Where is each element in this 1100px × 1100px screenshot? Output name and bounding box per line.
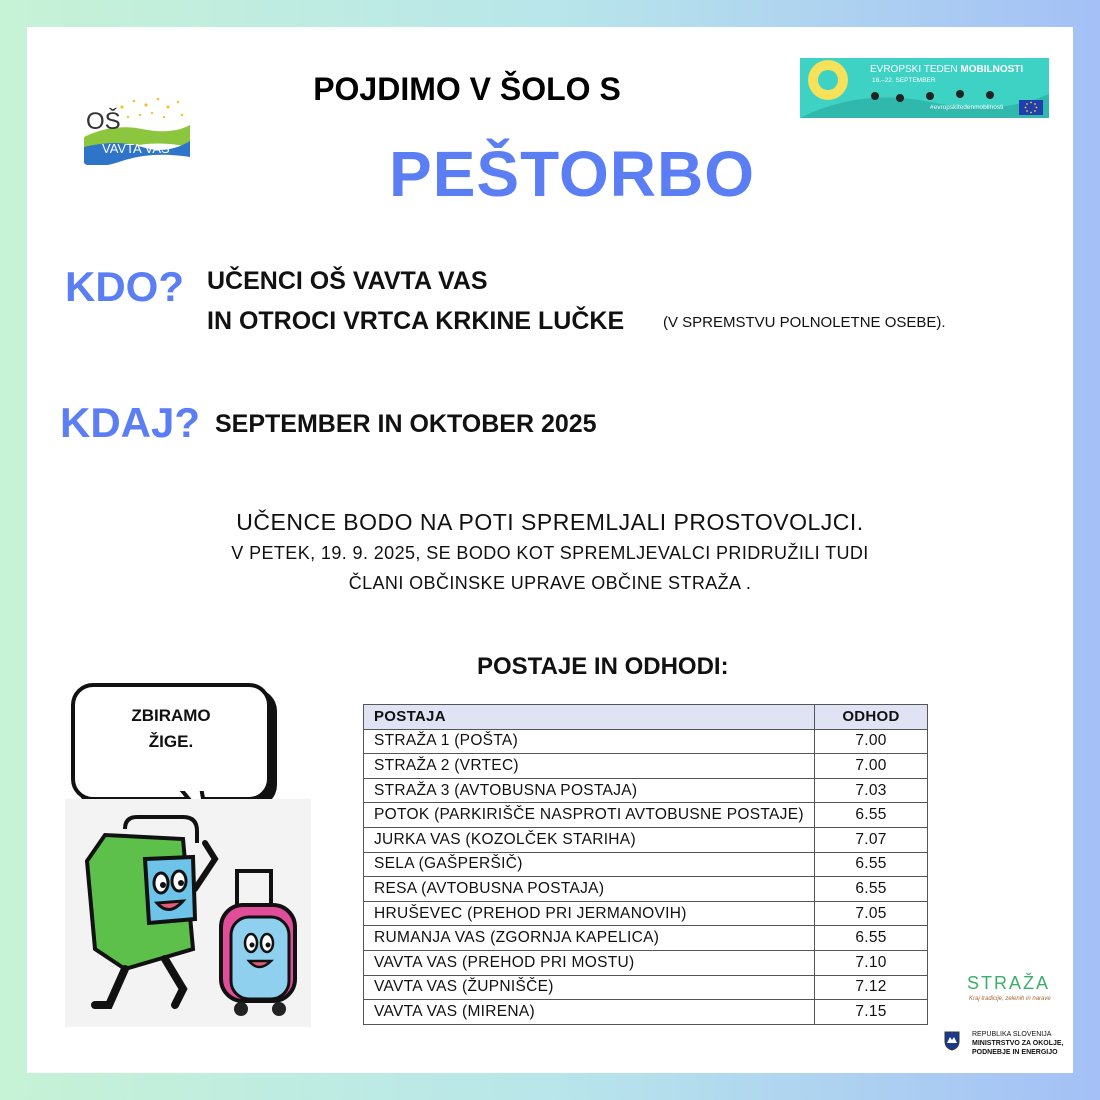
station-cell: VAVTA VAS (ŽUPNIŠČE) — [364, 975, 815, 1000]
time-cell: 6.55 — [815, 926, 928, 951]
table-row — [364, 901, 928, 926]
station-cell: RUMANJA VAS (ZGORNJA KAPELICA) — [364, 926, 815, 951]
table-row — [364, 1000, 928, 1025]
school-logo-name-text: VAVTA VAS — [102, 141, 170, 156]
table-row — [364, 877, 928, 902]
station-cell: SELA (GAŠPERŠIČ) — [364, 852, 815, 877]
station-cell: STRAŽA 2 (VRTEC) — [364, 754, 815, 779]
table-row — [364, 852, 928, 877]
schedule-title: POSTAJE IN ODHODI: — [477, 653, 729, 680]
col-station-header: POSTAJA — [364, 705, 815, 730]
time-cell: 7.00 — [815, 754, 928, 779]
ministry-line-1: REPUBLIKA SLOVENIJA — [972, 1031, 1052, 1038]
ministry-line-3: PODNEBJE IN ENERGIJO — [972, 1049, 1058, 1056]
who-note: (V SPREMSTVU POLNOLETNE OSEBE). — [663, 314, 946, 331]
who-line-2: IN OTROCI VRTCA KRKINE LUČKE — [207, 307, 625, 335]
station-cell: POTOK (PARKIRIŠČE NASPROTI AVTOBUSNE POSTAJE) — [364, 803, 815, 828]
table-row — [364, 950, 928, 975]
time-cell: 7.12 — [815, 975, 928, 1000]
table-row — [364, 926, 928, 951]
speech-bubble-line-2: ŽIGE. — [148, 732, 194, 751]
station-cell: VAVTA VAS (MIRENA) — [364, 1000, 815, 1025]
time-cell: 7.00 — [815, 729, 928, 754]
time-cell: 6.55 — [815, 852, 928, 877]
who-line-1: UČENCI OŠ VAVTA VAS — [207, 267, 488, 295]
station-cell: JURKA VAS (KOZOLČEK STARIHA) — [364, 827, 815, 852]
time-cell: 7.05 — [815, 901, 928, 926]
station-cell: RESA (AVTOBUSNA POSTAJA) — [364, 877, 815, 902]
speech-bubble-text — [75, 703, 267, 755]
table-row — [364, 754, 928, 779]
straza-slogan: Kraj tradicije, zelenih in narave — [969, 996, 1051, 1002]
station-cell: HRUŠEVEC (PREHOD PRI JERMANOVIH) — [364, 901, 815, 926]
info-line-1: UČENCE BODO NA POTI SPREMLJALI PROSTOVOLJCI. — [236, 509, 864, 535]
title-line-2: PEŠTORBO — [389, 138, 755, 210]
time-cell: 6.55 — [815, 877, 928, 902]
who-label: KDO? — [65, 263, 184, 310]
table-row — [364, 975, 928, 1000]
title-line-1: POJDIMO V ŠOLO S — [313, 71, 621, 107]
col-time-header: ODHOD — [815, 705, 928, 730]
table-row — [364, 803, 928, 828]
slovenia-coat-of-arms-icon — [944, 1031, 960, 1051]
straza-logo: STRAŽA — [967, 973, 1051, 993]
speech-bubble — [71, 683, 271, 801]
banner-dates: 16.–22. SEPTEMBER — [872, 77, 936, 84]
station-cell: STRAŽA 3 (AVTOBUSNA POSTAJA) — [364, 778, 815, 803]
poster-card — [27, 27, 1073, 1073]
time-cell: 7.15 — [815, 1000, 928, 1025]
time-cell: 6.55 — [815, 803, 928, 828]
station-cell: STRAŽA 1 (POŠTA) — [364, 729, 815, 754]
time-cell: 7.03 — [815, 778, 928, 803]
banner-title: EVROPSKI TEDEN MOBILNOSTI — [870, 64, 1024, 75]
school-logo-os-text: OŠ — [86, 108, 121, 135]
when-value: SEPTEMBER IN OKTOBER 2025 — [215, 410, 597, 438]
time-cell: 7.10 — [815, 950, 928, 975]
mobility-week-banner — [800, 58, 1049, 118]
backpack-mascots-illustration — [65, 799, 311, 1027]
table-row — [364, 778, 928, 803]
ministry-line-2: MINISTRSTVO ZA OKOLJE, — [972, 1040, 1064, 1047]
school-logo — [82, 95, 192, 165]
ministry-label — [972, 1030, 1064, 1057]
table-row — [364, 827, 928, 852]
schedule-header-row — [364, 705, 928, 730]
station-cell: VAVTA VAS (PREHOD PRI MOSTU) — [364, 950, 815, 975]
speech-bubble-line-1: ZBIRAMO — [131, 706, 211, 725]
eu-flag-icon — [1019, 100, 1043, 115]
when-label: KDAJ? — [60, 399, 201, 446]
schedule-table — [363, 704, 928, 1025]
info-line-2: V PETEK, 19. 9. 2025, SE BODO KOT SPREMLJEVALCI PRIDRUŽILI TUDI — [231, 543, 869, 563]
banner-hashtag: #evropskitedenmobilnosti — [930, 104, 1004, 111]
info-line-3: ČLANI OBČINSKE UPRAVE OBČINE STRAŽA . — [348, 573, 752, 593]
time-cell: 7.07 — [815, 827, 928, 852]
table-row — [364, 729, 928, 754]
